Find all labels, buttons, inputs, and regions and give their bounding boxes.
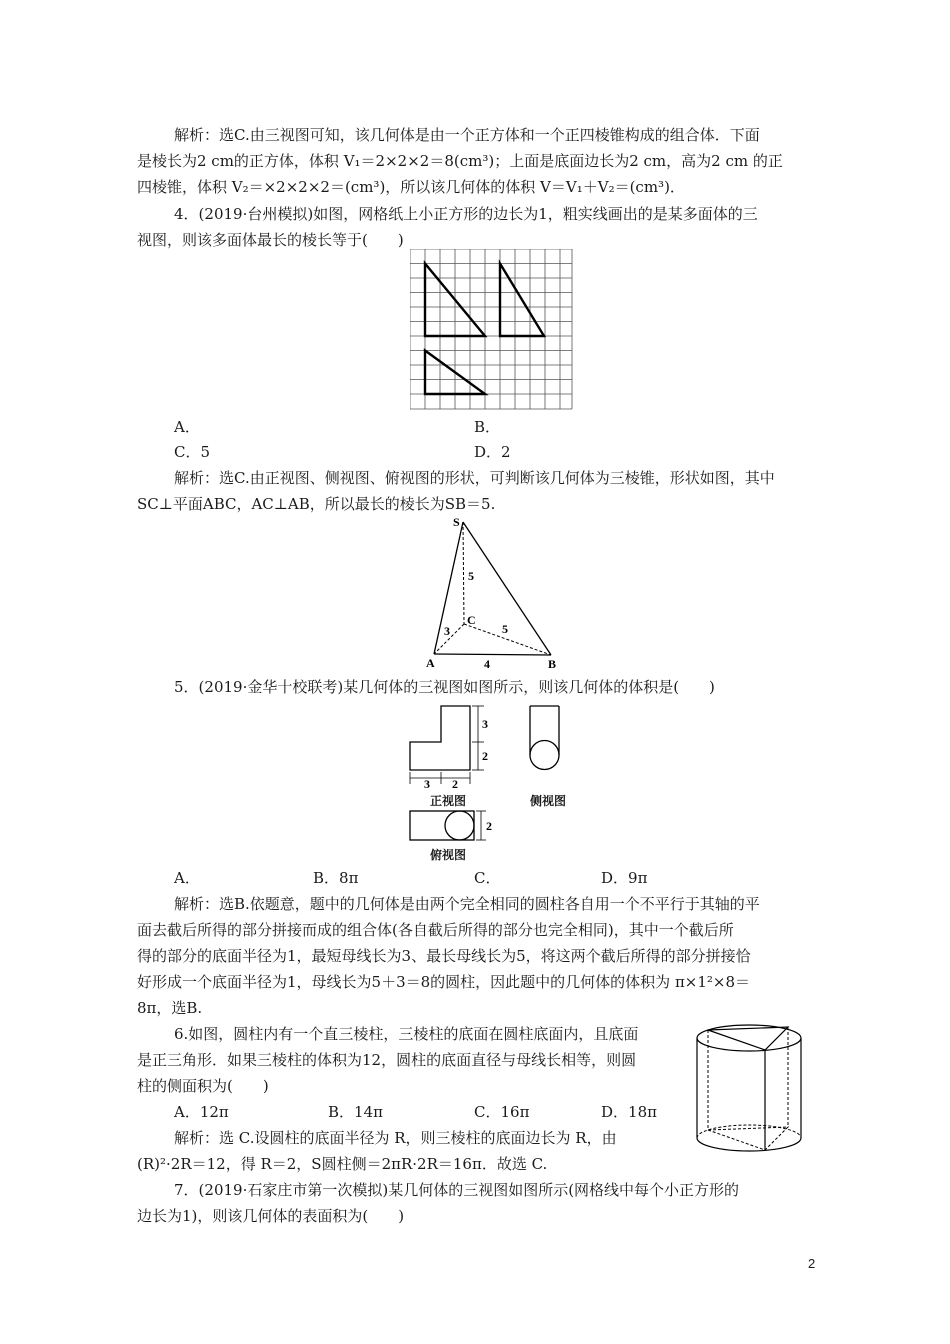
solution3-line3: 四棱锥，体积 V₂＝×2×2×2＝(cm³)，所以该几何体的体积 V＝V₁＋V₂＝(cm³)． — [137, 178, 685, 196]
vertex-a-label: A — [426, 656, 435, 670]
vertex-b-label: B — [548, 657, 557, 671]
solution3-line2: 是棱长为2 cm的正方体，体积 V₁＝2×2×2＝8(cm³)；上面是底面边长为2 cm，高为2 cm 的正 — [137, 152, 783, 170]
q5-option-a[interactable]: A． — [174, 869, 200, 887]
edge-ac-length: 3 — [444, 624, 450, 638]
side-view-triangle — [500, 264, 544, 337]
q5-solution-line5: 8π，选B. — [137, 999, 203, 1017]
edge-sc-length: 5 — [468, 569, 474, 583]
q4-option-d[interactable]: D．2 — [474, 443, 511, 461]
q7-stem-line2: 边长为1)，则该几何体的表面积为( ) — [137, 1207, 405, 1225]
q5-front-view — [400, 700, 500, 792]
q5-solution-line4: 好形成一个底面半径为1，母线长为5＋3＝8的圆柱，因此题中的几何体的体积为 π×1²×8＝ — [137, 973, 751, 991]
q6-stem-line3: 柱的侧面积为( ) — [137, 1077, 269, 1095]
q4-solution-line2: SC⊥平面ABC，AC⊥AB，所以最长的棱长为SB＝5. — [137, 495, 496, 513]
q4-grid-three-views — [410, 249, 574, 410]
q4-stem-line2: 视图，则该多面体最长的棱长等于( ) — [137, 231, 404, 249]
q5-solution-line3: 得的部分的底面半径为1，最短母线长为3、最长母线长为5，将这两个截后所得的部分拼接恰 — [137, 947, 751, 965]
q5-solution-line2: 面去截后所得的部分拼接而成的组合体(各自截后所得的部分也完全相同)，其中一个截后所 — [137, 921, 734, 939]
q6-option-b[interactable]: B．14π — [328, 1103, 383, 1121]
q6-stem-line1: 6.如图，圆柱内有一个直三棱柱，三棱柱的底面在圆柱底面内，且底面 — [174, 1025, 639, 1043]
cylinder-with-prism-figure — [690, 1020, 810, 1156]
page-number: 2 — [808, 1256, 816, 1271]
q5-stem: 5．(2019·金华十校联考)某几何体的三视图如图所示，则该几何体的体积是( ) — [174, 678, 715, 696]
q6-stem-line2: 是正三角形．如果三棱柱的体积为12，圆柱的底面直径与母线长相等，则圆 — [137, 1051, 637, 1069]
q5-option-b[interactable]: B．8π — [313, 869, 359, 887]
q5-option-d[interactable]: D．9π — [601, 869, 648, 887]
q4-option-b[interactable]: B． — [474, 418, 501, 436]
q5-option-c[interactable]: C． — [474, 869, 501, 887]
vertex-c-label: C — [467, 613, 476, 627]
q6-option-a[interactable]: A．12π — [174, 1103, 229, 1121]
q4-stem-line1: 4．(2019·台州模拟)如图，网格纸上小正方形的边长为1，粗实线画出的是某多面体的三 — [174, 205, 758, 223]
q5-side-view-caption: 侧视图 — [530, 794, 567, 808]
q6-solution-line2: (R)²·2R＝12，得 R＝2，S圆柱侧＝2πR·2R＝16π．故选 C. — [137, 1155, 548, 1173]
solution3-line1: 解析：选C.由三视图可知，该几何体是由一个正方体和一个正四棱锥构成的组合体．下面 — [174, 126, 760, 144]
edge-ab-length: 4 — [484, 657, 490, 671]
q5-top-view — [400, 806, 500, 846]
q6-option-c[interactable]: C．16π — [474, 1103, 530, 1121]
dim-lower-height: 2 — [482, 749, 488, 763]
vertex-s-label: S — [453, 515, 460, 529]
q6-solution-line1: 解析：选 C.设圆柱的底面半径为 R，则三棱柱的底面边长为 R，由 — [174, 1129, 617, 1147]
dim-upper-height: 3 — [482, 717, 488, 731]
q7-stem-line1: 7．(2019·石家庄市第一次模拟)某几何体的三视图如图所示(网格线中每个小正方形的 — [174, 1181, 740, 1199]
q6-option-d[interactable]: D．18π — [601, 1103, 657, 1121]
dim-right-width: 2 — [452, 777, 458, 791]
tetrahedron-figure — [420, 512, 570, 672]
edge-cb-length: 5 — [502, 622, 508, 636]
q5-top-view-caption: 俯视图 — [430, 848, 467, 862]
q5-solution-line1: 解析：选B.依题意，题中的几何体是由两个完全相同的圆柱各自用一个不平行于其轴的平 — [174, 895, 760, 913]
q4-option-a[interactable]: A． — [174, 418, 200, 436]
q5-side-view — [525, 700, 565, 774]
dim-left-width: 3 — [424, 777, 430, 791]
q5-front-view-caption: 正视图 — [430, 794, 467, 808]
dim-top-height: 2 — [486, 819, 492, 833]
q4-solution-line1: 解析：选C.由正视图、侧视图、俯视图的形状，可判断该几何体为三棱锥，形状如图，其中 — [174, 469, 775, 487]
q4-option-c[interactable]: C．5 — [174, 443, 211, 461]
